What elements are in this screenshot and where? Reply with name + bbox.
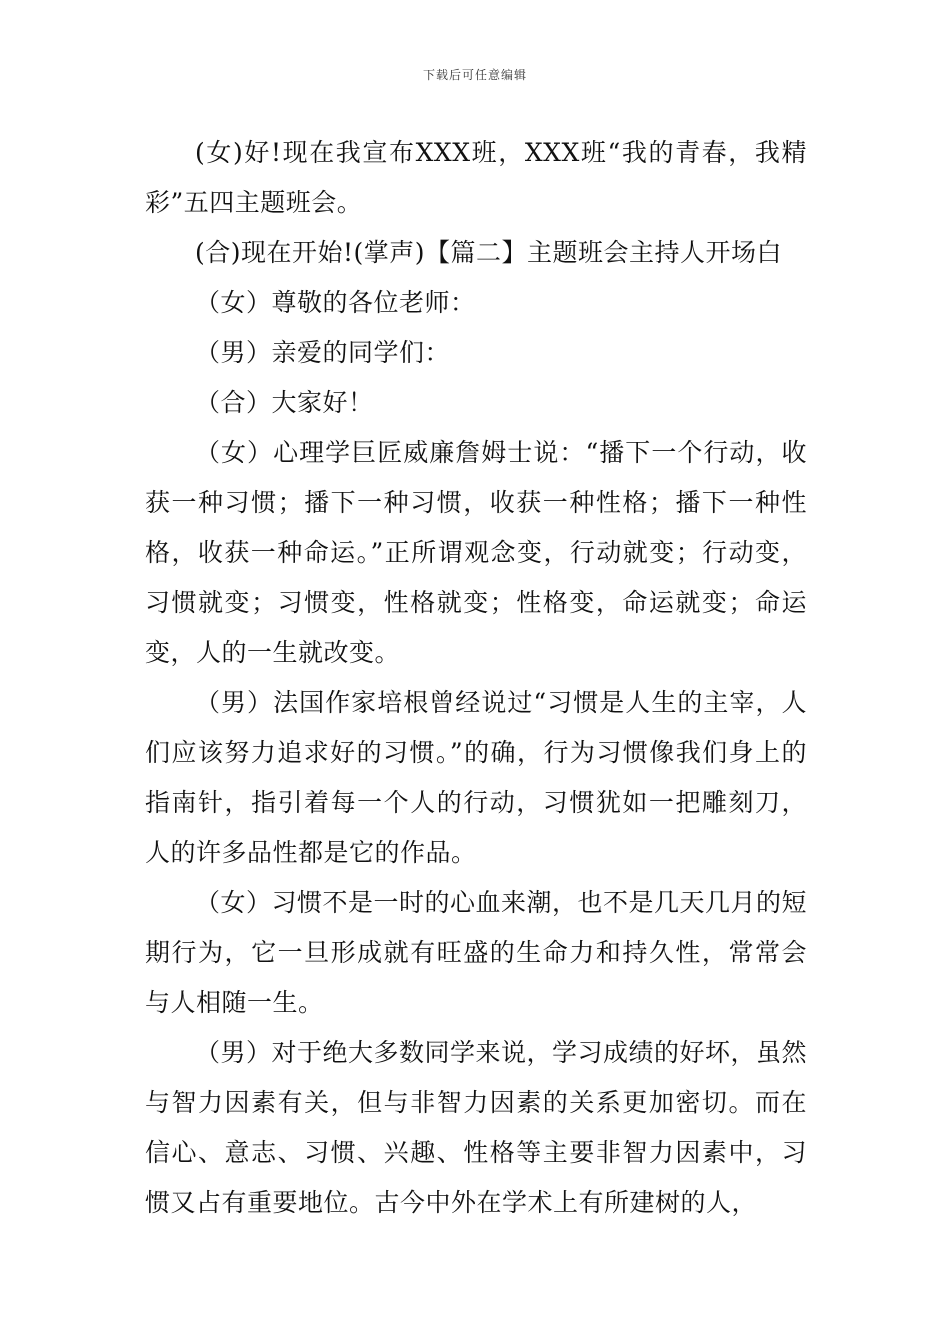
document-body: [145, 128, 807, 1228]
paragraph-non-intellectual-factors: （男）对于绝大多数同学来说，学习成绩的好坏，虽然与智力因素有关，但与非智力因素的关系更加密切。而在信心、意志、习惯、兴趣、性格等主要非智力因素中，习惯又占有重要地位。古今中外在学术上有所建树的人，: [145, 1038, 808, 1217]
paragraph-greeting-all: （合）大家好！: [195, 388, 374, 417]
paragraph-bacon-quote: （男）法国作家培根曾经说过“习惯是人生的主宰，人们应该努力追求好的习惯。”的确，行为习惯像我们身上的指南针，指引着每一个人的行动，习惯犹如一把雕刻刀，人的许多品性都是它的作品。: [145, 688, 807, 867]
page-header: 下载后可任意编辑: [422, 68, 527, 82]
paragraph-announcement: (女)好!现在我宣布XXX班，XXX班“我的青春，我精彩”五四主题班会。: [145, 138, 807, 217]
paragraph-habit-persistence: （女）习惯不是一时的心血来潮，也不是几天几月的短期行为，它一旦形成就有旺盛的生命力和持久性，常常会与人相随一生。: [145, 888, 808, 1017]
paragraph-james-quote: （女）心理学巨匠威廉詹姆士说：“播下一个行动，收获一种习惯；播下一种习惯，收获一种性格；播下一种性格，收获一种命运。”正所谓观念变，行动就变；行动变，习惯就变；习惯变，性格就变；性格变，命运就变；命运变，人的一生就改变。: [145, 438, 807, 667]
paragraph-start: (合)现在开始!(掌声)【篇二】主题班会主持人开场白: [195, 238, 783, 267]
paragraph-greeting-teachers: （女）尊敬的各位老师：: [195, 288, 476, 317]
paragraph-greeting-students: （男）亲爱的同学们：: [195, 338, 451, 367]
